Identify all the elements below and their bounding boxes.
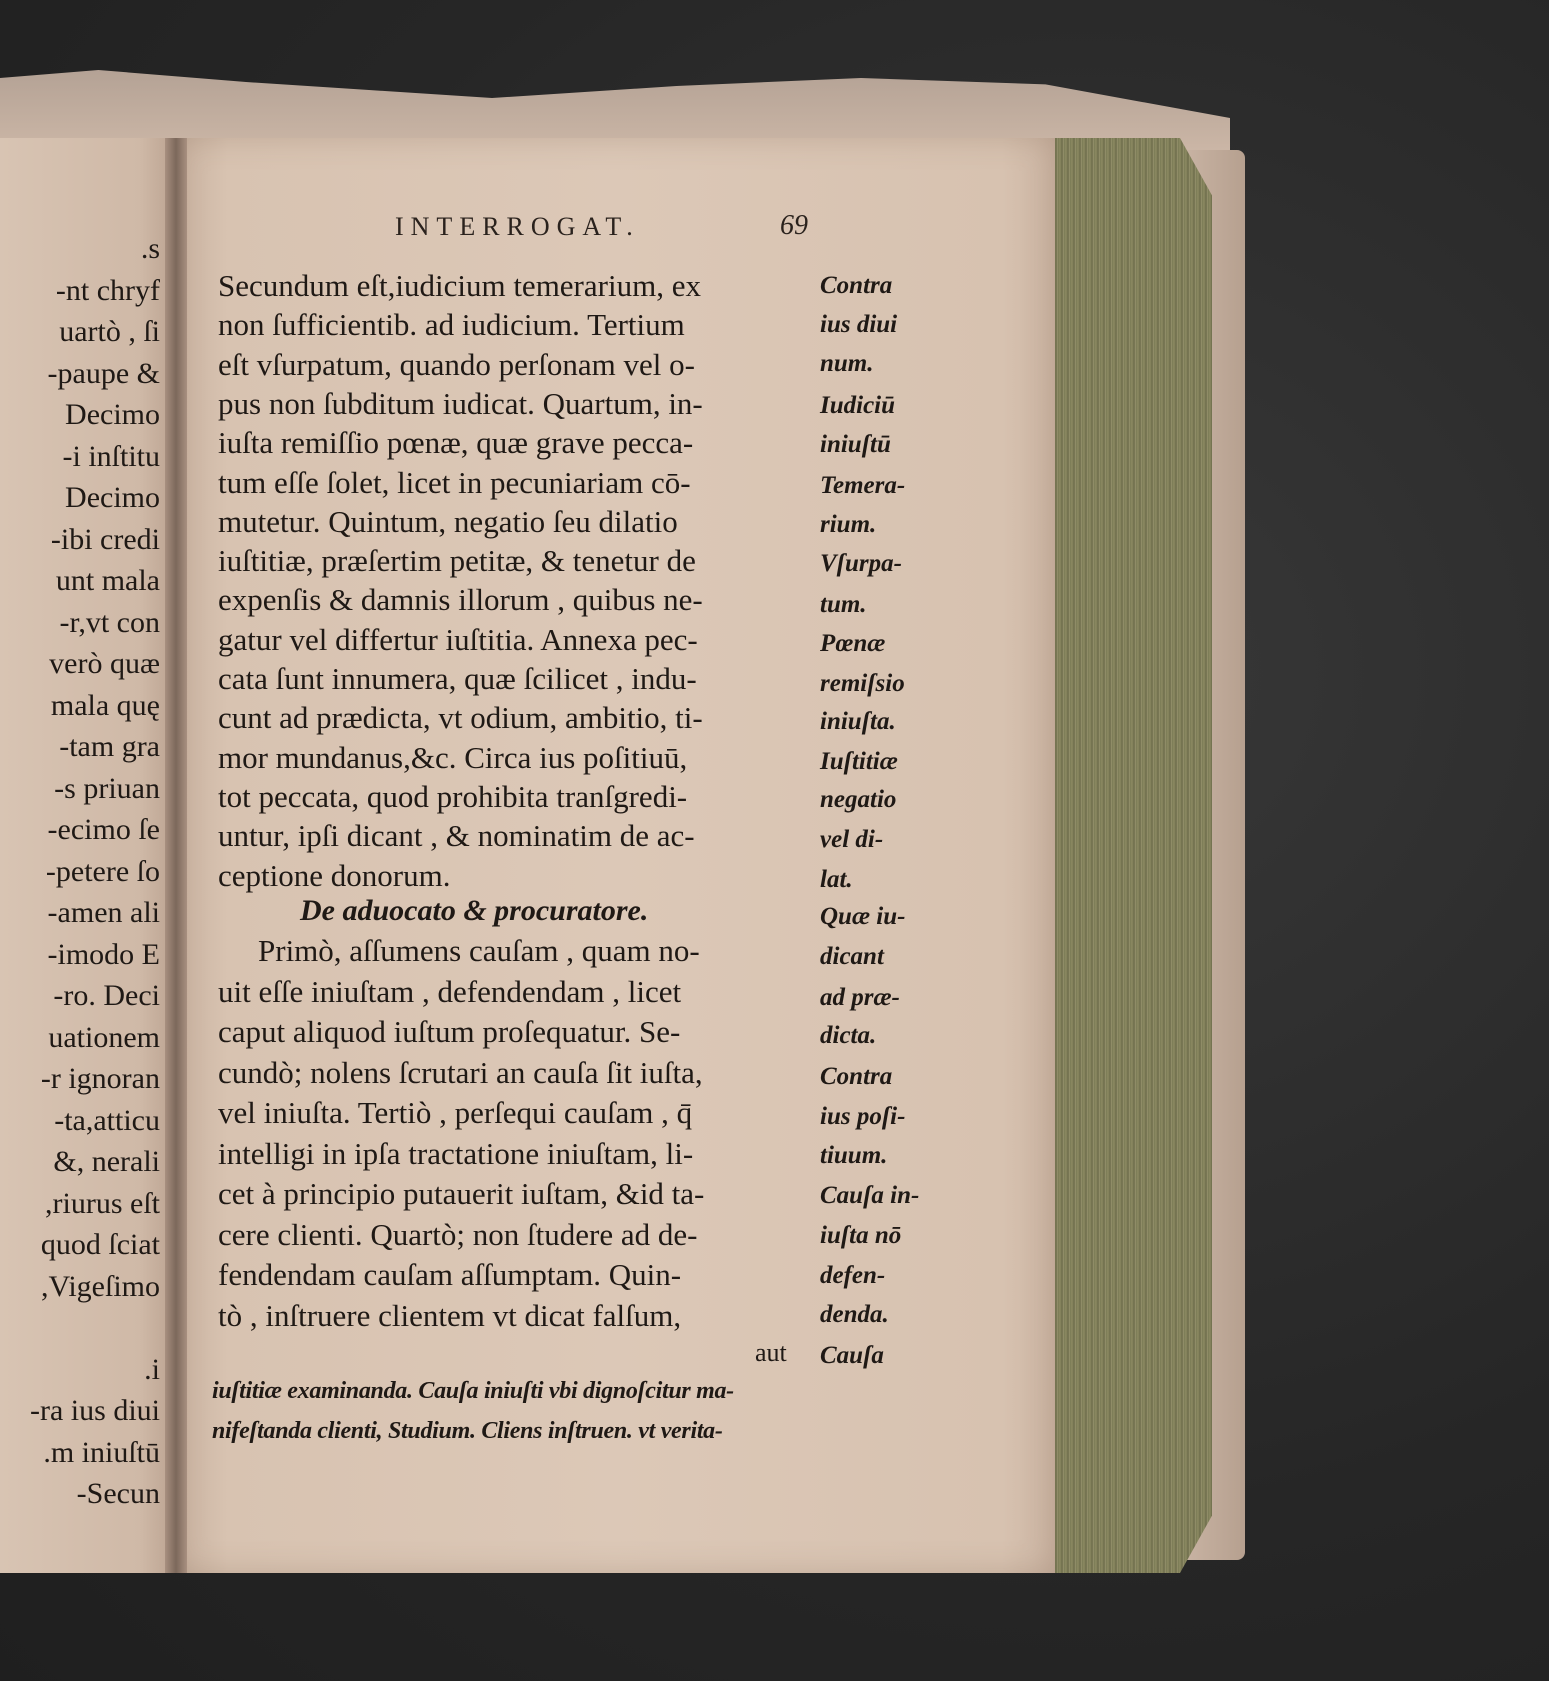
- left-page-line: ecimo ſe-: [47, 813, 160, 846]
- section-heading: De aduocato & procuratore.: [300, 894, 649, 927]
- margin-note: Contra: [820, 272, 893, 299]
- main-text-line: cunt ad prædicta, vt odium, ambitio, ti-: [218, 700, 703, 736]
- margin-note: Quæ iu-: [820, 903, 906, 930]
- left-page-line: s.: [140, 232, 160, 265]
- margin-note: negatio: [820, 786, 897, 813]
- running-head: INTERROGAT.: [395, 212, 640, 241]
- main-text-line: caput aliquod iuſtum proſequatur. Se-: [218, 1014, 681, 1049]
- margin-note: Pœnæ: [820, 630, 886, 657]
- margin-note: rium.: [820, 511, 877, 538]
- catchword: aut: [755, 1338, 787, 1367]
- left-page-line: nt chryf-: [55, 273, 160, 307]
- margin-note: iuſta nō: [820, 1222, 902, 1249]
- main-text-line: cundò; nolens ſcrutari an cauſa ſit iuſta,: [218, 1054, 703, 1090]
- main-text-line: ceptione donorum.: [218, 857, 451, 893]
- left-page-line: mala quę: [50, 688, 160, 722]
- left-page-line: ro. Deci-: [53, 979, 160, 1012]
- main-text-line: gatur vel differtur iuſtitia. Annexa pec-: [218, 621, 698, 657]
- margin-note: remiſsio: [820, 670, 905, 697]
- margin-note: lat.: [820, 866, 853, 893]
- left-page-line: r ignoran-: [40, 1062, 160, 1095]
- left-page-line: amen ali-: [47, 896, 160, 929]
- left-page-line: m iniuſtū.: [43, 1435, 160, 1469]
- main-text-line: vel iniuſta. Tertiò , perſequi cauſam , q̄: [218, 1095, 693, 1130]
- margin-note: Iuſtitiæ: [820, 748, 898, 775]
- margin-note: iniuſtū: [820, 431, 891, 458]
- main-text-line: iuſtitiæ, præſertim petitæ, & tenetur de: [218, 543, 696, 579]
- left-page-line: petere ſo-: [45, 854, 160, 888]
- main-text-line: tum eſſe ſolet, licet in pecuniariam cō-: [218, 464, 691, 500]
- margin-note: vel di-: [820, 826, 884, 853]
- main-text-line: tot peccata, quod prohibita tranſgredi-: [218, 778, 688, 814]
- main-text-line: cet à principio putauerit iuſtam, &id ta-: [218, 1176, 705, 1211]
- main-text-line: eſt vſurpatum, quando perſonam vel o-: [218, 346, 695, 382]
- page-stack-edge: [1052, 138, 1212, 1573]
- left-page-line: uartò , ſi: [59, 315, 160, 348]
- margin-note: defen-: [820, 1262, 886, 1289]
- main-text-line: fendendam cauſam aſſumptam. Quin-: [218, 1257, 682, 1292]
- left-page-line: quod ſciat: [40, 1228, 160, 1261]
- main-text-line: mutetur. Quintum, negatio ſeu dilatio: [218, 503, 678, 539]
- footnote-line: nifeſtanda clienti, Studium. Cliens inſtruen. vt verita-: [212, 1418, 723, 1444]
- left-page-line: tam gra-: [59, 730, 160, 763]
- margin-note: Temera-: [820, 472, 906, 499]
- main-text-line: tò , inſtruere clientem vt dicat falſum,: [218, 1297, 682, 1333]
- left-page-line: & paupe-: [47, 356, 160, 390]
- left-page-line: Vigeſimo,: [40, 1269, 160, 1303]
- margin-note: Cauſa in-: [820, 1182, 920, 1209]
- footnote-line: iuſtitiæ examinanda. Cauſa iniuſti vbi dignoſcitur ma-: [212, 1378, 734, 1404]
- margin-note: Cauſa: [820, 1342, 884, 1369]
- main-text-line: pus non ſubditum iudicat. Quartum, in-: [218, 385, 703, 421]
- left-page-line: i inſtitu-: [62, 439, 160, 473]
- margin-note: denda.: [820, 1301, 889, 1328]
- left-page-line: Decimo: [65, 481, 160, 514]
- left-page-line: ibi credi-: [50, 522, 160, 556]
- main-text-line: expenſis & damnis illorum , quibus ne-: [218, 582, 703, 618]
- left-page-line: unt mala: [55, 564, 160, 597]
- main-text-line: mor mundanus,&c. Circa ius poſitiuū,: [218, 739, 688, 775]
- main-text-line: Secundum eſt,iudicium temerarium, ex: [218, 268, 701, 303]
- left-page-line: i.: [144, 1352, 160, 1386]
- margin-note: Vſurpa-: [820, 550, 902, 577]
- left-page-line: Secun-: [76, 1477, 160, 1510]
- margin-note: Contra: [820, 1063, 893, 1090]
- main-text-line: untur, ipſi dicant , & nominatim de ac-: [218, 818, 695, 854]
- left-page-line: nerali ,&: [53, 1145, 160, 1178]
- main-text-line: cere clienti. Quartò; non ſtudere ad de-: [218, 1216, 698, 1252]
- main-text-line: uit eſſe iniuſtam , defendendam , licet: [218, 973, 682, 1009]
- page-number: 69: [780, 210, 808, 241]
- book-gutter: [165, 138, 187, 1573]
- left-page-line: Decimo: [65, 398, 160, 431]
- margin-note: Iudiciū: [820, 392, 896, 419]
- left-page-line: uationem: [48, 1020, 160, 1054]
- margin-note: iniuſta.: [820, 708, 896, 735]
- main-text-line: intelligi in ipſa tractatione iniuſtam, li-: [218, 1135, 694, 1171]
- left-page-line: verò quæ: [49, 647, 160, 680]
- left-page-line: ra ius diui-: [30, 1394, 160, 1427]
- left-page-line: imodo E-: [47, 937, 160, 971]
- main-text-line: non ſufficientib. ad iudicium. Tertium: [218, 307, 685, 343]
- margin-note: ius poſi-: [820, 1103, 906, 1130]
- margin-note: ad præ-: [820, 984, 900, 1011]
- left-page-line: ta,atticu-: [54, 1103, 160, 1137]
- margin-note: tum.: [820, 591, 867, 618]
- margin-note: dicant: [820, 943, 884, 970]
- margin-note: num.: [820, 350, 874, 377]
- margin-note: ius diui: [820, 311, 898, 338]
- main-text-line: Primò, aſſumens cauſam , quam no-: [258, 933, 700, 968]
- main-text-line: cata ſunt innumera, quæ ſcilicet , indu-: [218, 661, 697, 696]
- main-text-line: iuſta remiſſio pœnæ, quæ grave pecca-: [218, 425, 694, 461]
- left-page-line: s priuan-: [54, 771, 160, 805]
- margin-note: tiuum.: [820, 1142, 888, 1169]
- margin-note: dicta.: [820, 1022, 877, 1049]
- left-page-line: r,vt con-: [59, 605, 160, 639]
- left-page-line: riurus eſt,: [45, 1186, 160, 1220]
